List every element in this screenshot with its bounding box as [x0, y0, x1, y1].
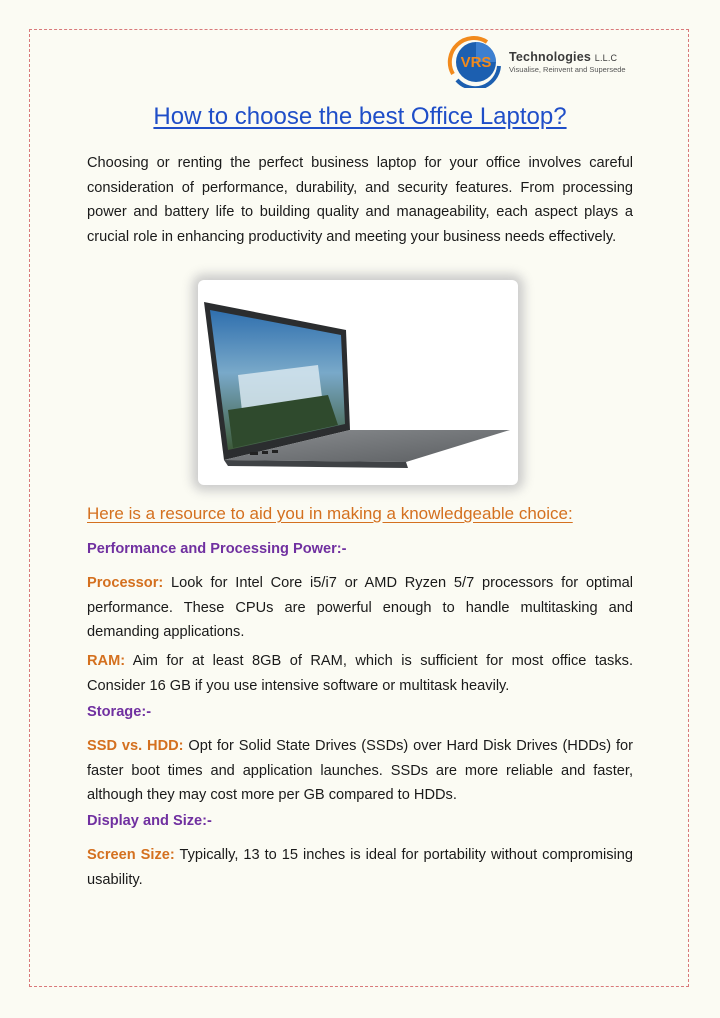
logo-mark: VRS: [460, 54, 492, 71]
processor-paragraph: [87, 571, 633, 645]
ssd-label: SSD vs. HDD:: [87, 738, 184, 754]
ram-label: RAM:: [87, 653, 126, 669]
laptop-image: [198, 280, 518, 485]
resource-heading: Here is a resource to aid you in making a knowledgeable choice:: [87, 504, 573, 523]
page-title: How to choose the best Office Laptop?: [153, 103, 567, 130]
screen-size-text: Typically, 13 to 15 inches is ideal for portability without compromising usability.: [87, 847, 633, 888]
logo-tagline: Visualise, Reinvent and Supersede: [509, 65, 626, 74]
logo-name: Technologies: [509, 49, 592, 64]
processor-label: Processor:: [87, 575, 164, 591]
ssd-paragraph: [87, 734, 633, 808]
logo-suffix: L.L.C: [594, 52, 618, 63]
company-logo: [447, 34, 647, 90]
display-heading: Display and Size:-: [87, 813, 212, 829]
screen-size-paragraph: [87, 843, 633, 892]
ssd-text: Opt for Solid State Drives (SSDs) over Hard Disk Drives (HDDs) for faster boot times and application launches. SSDs are more reliable and faster, although they may cost more per GB compared to HDDs.: [87, 738, 633, 804]
storage-heading: Storage:-: [87, 704, 152, 720]
intro-paragraph: Choosing or renting the perfect business laptop for your office involves careful consideration of performance, durability, and security features. From processing power and battery life to building quality and manageability, each aspect plays a crucial role in enhancing productivity and meeting your business needs effectively.: [87, 155, 633, 245]
ram-text: Aim for at least 8GB of RAM, which is sufficient for most office tasks. Consider 16 GB if you use intensive software or multitask heavily.: [87, 653, 633, 694]
ram-paragraph: [87, 649, 633, 698]
vrs-logo-icon: [447, 36, 505, 88]
laptop-illustration: [198, 280, 518, 485]
processor-text: Look for Intel Core i5/i7 or AMD Ryzen 5/7 processors for optimal performance. These CPUs are powerful enough to handle multitasking and demanding applications.: [87, 575, 633, 641]
performance-heading: Performance and Processing Power:-: [87, 541, 347, 557]
screen-size-label: Screen Size:: [87, 847, 175, 863]
